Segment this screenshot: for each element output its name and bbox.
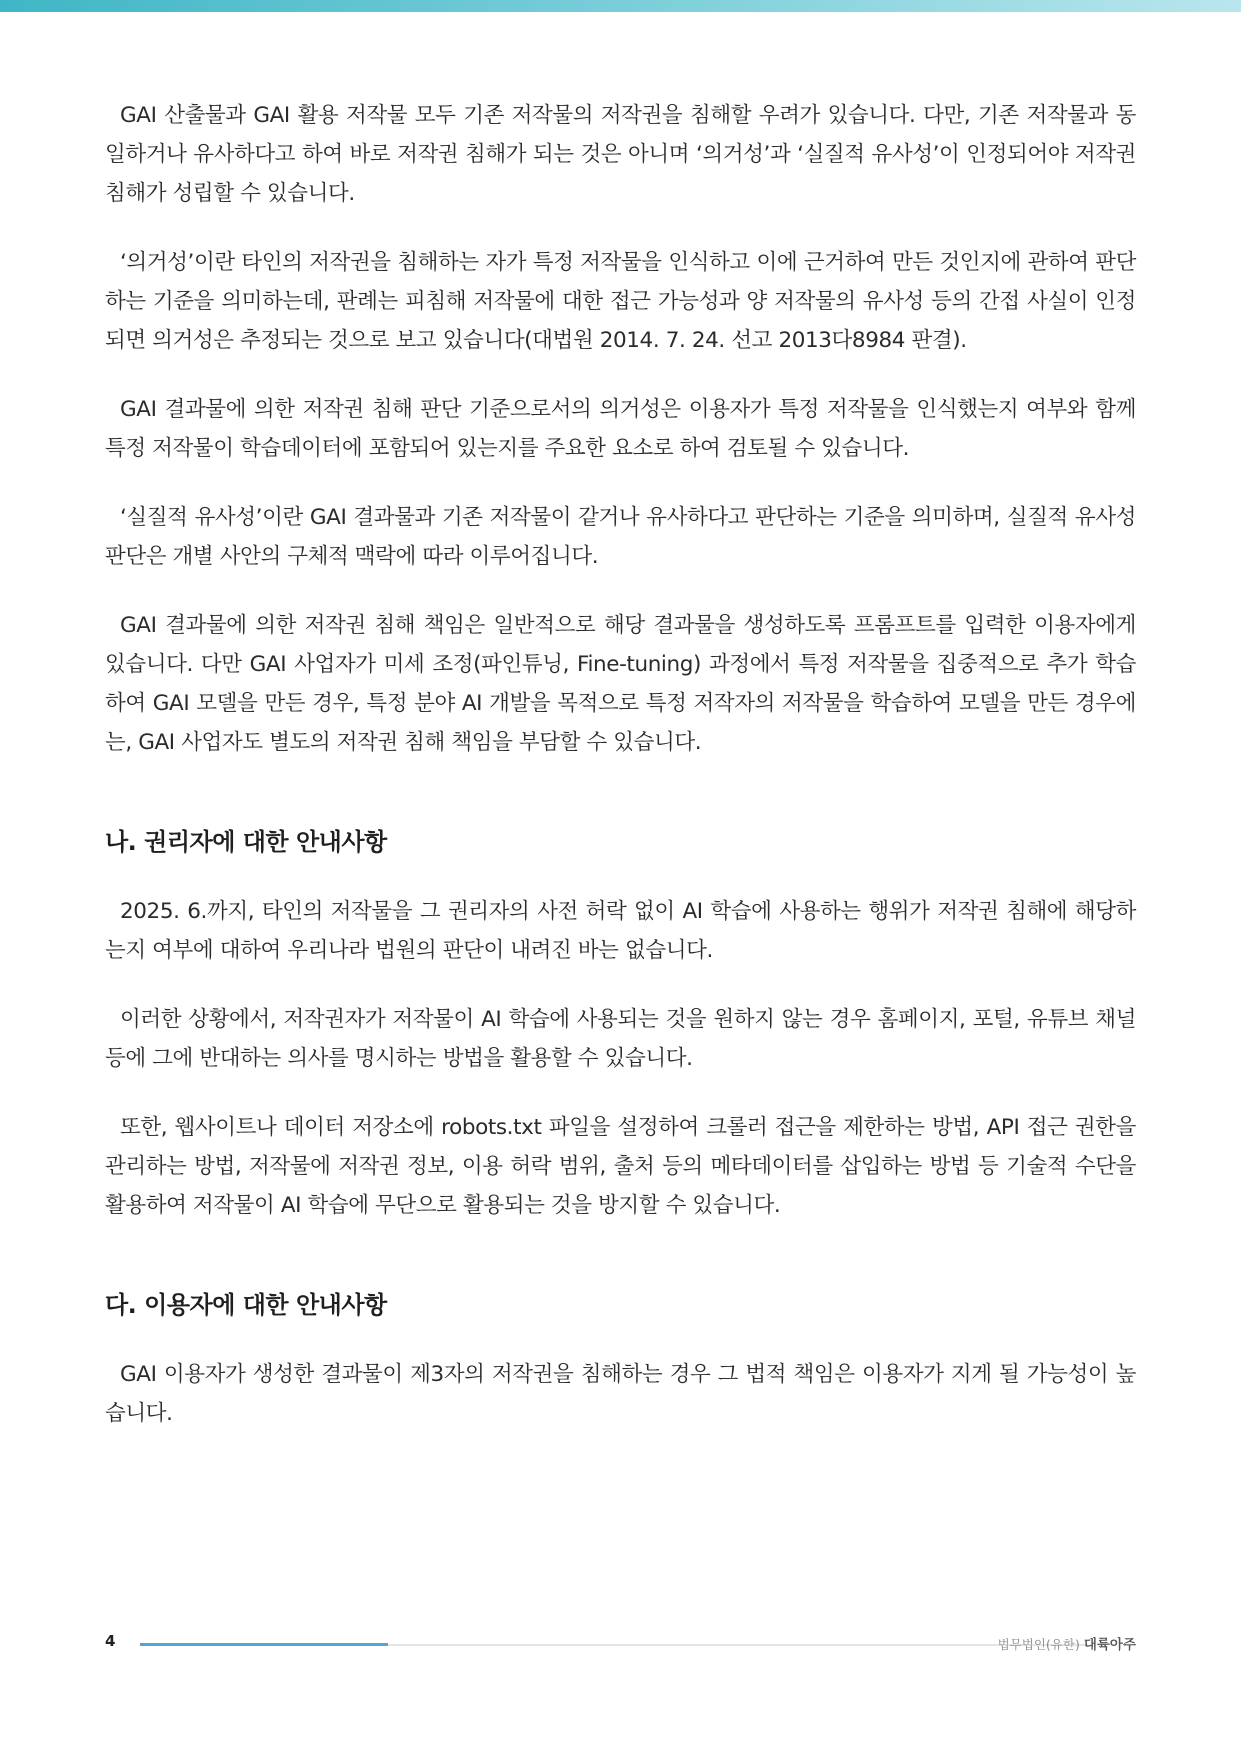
section-heading-rights-holder: 나. 권리자에 대한 안내사항 <box>105 828 387 856</box>
top-accent-bar <box>0 0 1241 12</box>
paragraph: 2025. 6.까지, 타인의 저작물을 그 권리자의 사전 허락 없이 AI 학습에 사용하는 행위가 저작권 침해에 해당하는지 여부에 대하여 우리나라 법원의 판단이 내려진 바는 없습니다. <box>105 899 1136 963</box>
paragraph: GAI 산출물과 GAI 활용 저작물 모두 기존 저작물의 저작권을 침해할 우려가 있습니다. 다만, 기존 저작물과 동일하거나 유사하다고 하여 바로 저작권 침해가 되는 것은 아니며 ‘의거성’과 ‘실질적 유사성’이 인정되어야 저작권 침해가 성립할 수 있습니다. <box>105 103 1136 206</box>
paragraph: GAI 이용자가 생성한 결과물이 제3자의 저작권을 침해하는 경우 그 법적 책임은 이용자가 지게 될 가능성이 높습니다. <box>105 1362 1136 1426</box>
paragraph: 이러한 상황에서, 저작권자가 저작물이 AI 학습에 사용되는 것을 원하지 않는 경우 홈페이지, 포털, 유튜브 채널 등에 그에 반대하는 의사를 명시하는 방법을 활용할 수 있습니다. <box>105 1007 1136 1071</box>
firm-prefix: 법무법인(유한) <box>997 1637 1080 1652</box>
paragraph: 또한, 웹사이트나 데이터 저장소에 robots.txt 파일을 설정하여 크롤러 접근을 제한하는 방법, API 접근 권한을 관리하는 방법, 저작물에 저작권 정보, 이용 허락 범위, 출처 등의 메타데이터를 삽입하는 방법 등 기술적 수단을 활용하여 저작물이 AI 학습에 무단으로 활용되는 것을 방지할 수 있습니다. <box>105 1115 1136 1218</box>
document-body <box>105 96 1136 1463</box>
section-heading-user: 다. 이용자에 대한 안내사항 <box>105 1291 387 1319</box>
page-footer <box>105 1626 1136 1656</box>
firm-name <box>998 1633 1136 1653</box>
paragraph: GAI 결과물에 의한 저작권 침해 책임은 일반적으로 해당 결과물을 생성하도록 프롬프트를 입력한 이용자에게 있습니다. 다만 GAI 사업자가 미세 조정(파인튜닝, Fine-tuning) 과정에서 특정 저작물을 집중적으로 추가 학습하여 GAI 모델을 만든 경우, 특정 분야 AI 개발을 목적으로 특정 저작자의 저작물을 학습하여 모델을 만든 경우에는, GAI 사업자도 별도의 저작권 침해 책임을 부담할 수 있습니다. <box>105 613 1136 755</box>
firm-brand: 대륙아주 <box>1083 1637 1136 1653</box>
footer-rule-accent <box>140 1643 388 1646</box>
paragraph: ‘실질적 유사성’이란 GAI 결과물과 기존 저작물이 같거나 유사하다고 판단하는 기준을 의미하며, 실질적 유사성 판단은 개별 사안의 구체적 맥락에 따라 이루어집니다. <box>105 505 1136 569</box>
page-number: 4 <box>105 1632 116 1650</box>
paragraph: ‘의거성’이란 타인의 저작권을 침해하는 자가 특정 저작물을 인식하고 이에 근거하여 만든 것인지에 관하여 판단하는 기준을 의미하는데, 판례는 피침해 저작물에 대한 접근 가능성과 양 저작물의 유사성 등의 간접 사실이 인정되면 의거성은 추정되는 것으로 보고 있습니다(대법원 2014. 7. 24. 선고 2013다8984 판결). <box>105 250 1136 353</box>
paragraph: GAI 결과물에 의한 저작권 침해 판단 기준으로서의 의거성은 이용자가 특정 저작물을 인식했는지 여부와 함께 특정 저작물이 학습데이터에 포함되어 있는지를 주요한 요소로 하여 검토될 수 있습니다. <box>105 397 1136 461</box>
